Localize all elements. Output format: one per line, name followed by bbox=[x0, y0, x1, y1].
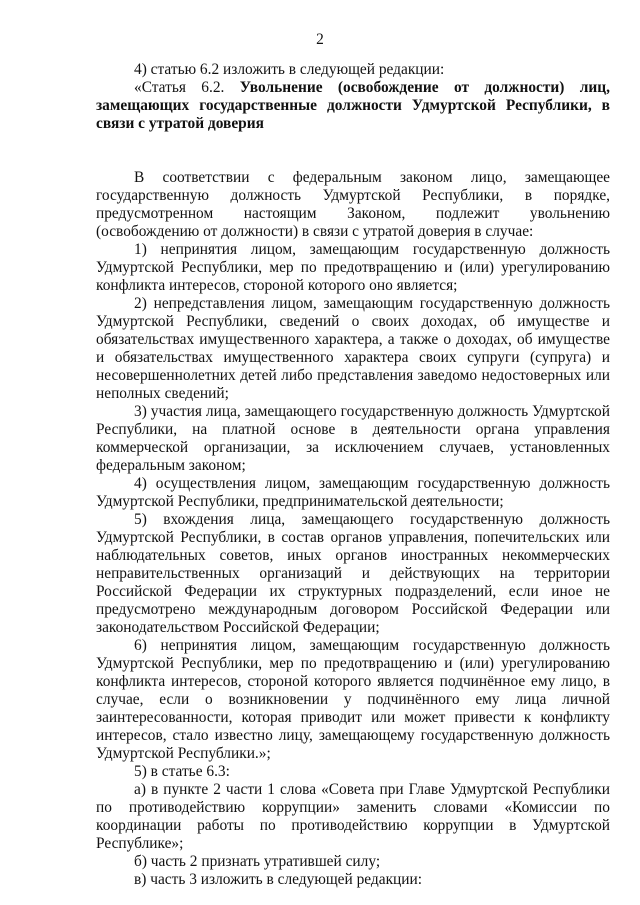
document-body bbox=[96, 61, 610, 889]
article-main-paragraph: В соответствии с федеральным законом лицо, замещающее государственную должность Удмуртской Республики, в порядке, предусмотренном настоящим Законом, подлежит увольнению (освобождению от должности) в связи с утратой доверия в случае: bbox=[96, 169, 610, 240]
case-6: 6) непринятия лицом, замещающим государственную должность Удмуртской Республики, мер по предотвращению и (или) урегулированию конфликта интересов, стороной которого является подчинённое ему лицо, в случае, если о возникновении у подчинённого ему лица личной заинтересованности, которая приводит или может привести к конфликту интересов, стало известно лицу, замещающему государственную должность Удмуртской Республики.»; bbox=[96, 637, 610, 762]
subitem-a: а) в пункте 2 части 1 слова «Совета при Главе Удмуртской Республики по противодействию коррупции» заменить словами «Комиссии по координации работы по противодействию коррупции в Удмуртской Республике»; bbox=[96, 781, 610, 852]
article-heading-title: Увольнение (освобождение от должности) лиц, замещающих государственные должности Удмуртской Республики, в связи с утратой доверия bbox=[96, 79, 610, 132]
article-heading-prefix: «Статья 6.2. bbox=[134, 79, 225, 96]
spacer bbox=[96, 151, 610, 169]
case-3: 3) участия лица, замещающего государственную должность Удмуртской Республики, на платной основе в деятельности органа управления коммерческой организации, за исключением случаев, установленных федеральным законом; bbox=[96, 403, 610, 474]
article-heading bbox=[96, 79, 610, 133]
case-2: 2) непредставления лицом, замещающим государственную должность Удмуртской Республики, сведений о своих доходах, об имуществе и обязательствах имущественного характера, а также о доходах, об имуществе и обязательствах имущественного характера своих супруги (супруга) и несовершеннолетних детей либо представления заведомо недостоверных или неполных сведений; bbox=[96, 295, 610, 402]
case-5: 5) вхождения лица, замещающего государственную должность Удмуртской Республики, в состав органов управления, попечительских или наблюдательных советов, иных органов иностранных некоммерческих неправительственных организаций и действующих на территории Российской Федерации их структурных подразделений, если иное не предусмотрено международным договором Российской Федерации или законодательством Российской Федерации; bbox=[96, 511, 610, 636]
paragraph-item-5: 5) в статье 6.3: bbox=[134, 763, 230, 780]
case-1: 1) непринятия лицом, замещающим государственную должность Удмуртской Республики, мер по предотвращению и (или) урегулированию конфликта интересов, стороной которого оно является; bbox=[96, 241, 610, 294]
subitem-v: в) часть 3 изложить в следующей редакции: bbox=[134, 871, 423, 888]
case-4: 4) осуществления лицом, замещающим государственную должность Удмуртской Республики, предпринимательской деятельности; bbox=[96, 475, 610, 510]
spacer bbox=[96, 133, 610, 151]
paragraph-item-4: 4) статью 6.2 изложить в следующей редакции: bbox=[134, 61, 445, 78]
page-number: 2 bbox=[316, 31, 324, 48]
subitem-b: б) часть 2 признать утратившей силу; bbox=[134, 853, 381, 870]
